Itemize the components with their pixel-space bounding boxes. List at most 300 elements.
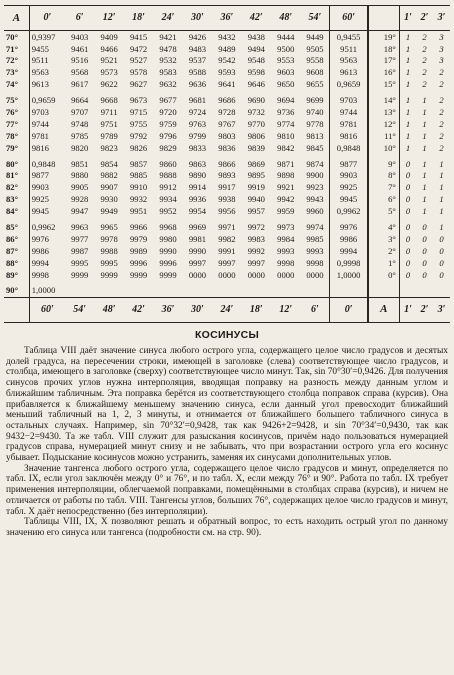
table-cell: 9748 xyxy=(71,118,89,129)
table-cell: 9998 xyxy=(306,257,324,268)
complement-degree-label: 8° xyxy=(368,170,400,182)
column-header: 3′ xyxy=(433,6,450,31)
correction-cell: 2 xyxy=(439,79,444,90)
correction-cell: 2 xyxy=(439,106,444,117)
table-cell: 9995 xyxy=(100,257,118,268)
table-cell: 9583 xyxy=(159,67,177,78)
table-cell: 9938 xyxy=(218,194,236,205)
complement-degree-label: 18° xyxy=(368,43,400,55)
table-row xyxy=(4,67,450,79)
table-cell: 9789 xyxy=(100,130,118,141)
table-cell: 9971 xyxy=(218,222,236,232)
table-cell: 9959 xyxy=(277,206,295,217)
table-cell: 9664 xyxy=(71,95,89,106)
column-header: 12′ xyxy=(271,297,300,322)
table-cell: 9627 xyxy=(129,79,148,90)
table-cell: 9603 xyxy=(277,67,295,78)
table-row xyxy=(4,43,450,55)
table-cell: 9990 xyxy=(159,245,177,256)
degree-label: 71° xyxy=(6,43,19,54)
correction-cell: 1 xyxy=(399,67,416,79)
sine-table xyxy=(4,5,450,323)
table-cell: 9770 xyxy=(247,118,265,129)
table-cell: 9432 xyxy=(218,31,236,42)
table-cell xyxy=(94,285,123,297)
table-cell: 9928 xyxy=(71,194,89,205)
table-row xyxy=(4,142,450,154)
table-cell: 9986 xyxy=(29,245,65,257)
table-cell: 9478 xyxy=(159,43,177,54)
table-cell: 9940 xyxy=(247,194,265,205)
table-cell: 0000 xyxy=(247,269,265,280)
correction-cell: 3 xyxy=(439,43,444,54)
complement-degree-label: 17° xyxy=(368,55,400,67)
table-cell: 9686 xyxy=(218,95,236,106)
table-cell: 9993 xyxy=(306,245,324,256)
table-cell: 9715 xyxy=(129,106,148,117)
table-row xyxy=(4,221,450,233)
correction-cell: 1 xyxy=(422,130,427,141)
complement-degree-label: 5° xyxy=(368,205,400,217)
correction-cell: 1 xyxy=(422,206,427,217)
table-cell: 9820 xyxy=(71,142,89,153)
table-cell: 9690 xyxy=(247,95,265,106)
paragraph: Таблицы VIII, IX, X позволяют решать и обратный вопрос, то есть находить острый угол по данному значению его синуса или тангенса (подробности см. на стр. 90). xyxy=(6,517,448,538)
table-cell: 9999 xyxy=(159,269,177,280)
degree-label: 84° xyxy=(6,206,19,217)
correction-cell: 2 xyxy=(439,95,444,106)
table-cell: 9880 xyxy=(71,170,89,181)
table-row xyxy=(4,130,450,142)
table-cell: 9921 xyxy=(277,182,295,193)
correction-cell: 0 xyxy=(422,269,427,280)
correction-cell: 2 xyxy=(439,142,444,153)
table-cell: 9984 xyxy=(277,233,295,244)
table-cell: 9972 xyxy=(247,222,265,232)
table-row xyxy=(4,94,450,106)
column-header: 60′ xyxy=(330,6,368,31)
table-cell: 9833 xyxy=(188,142,207,153)
section-title: КОСИНУСЫ xyxy=(194,329,260,341)
table-cell: 9711 xyxy=(100,106,118,117)
correction-cell: 0 xyxy=(399,257,416,269)
table-row xyxy=(4,170,450,182)
table-cell: 9998 xyxy=(29,269,65,281)
correction-cell: 0 xyxy=(422,233,427,244)
table-cell: 9759 xyxy=(159,118,177,129)
table-cell: 9785 xyxy=(71,130,89,141)
column-header: 2′ xyxy=(416,6,433,31)
complement-degree-label: 1° xyxy=(368,257,400,269)
table-cell: 9806 xyxy=(247,130,265,141)
table-cell: 9636 xyxy=(188,79,207,90)
table-header-row xyxy=(4,6,450,31)
correction-cell: 2 xyxy=(422,79,427,90)
table-cell: 9898 xyxy=(277,170,295,181)
table-cell: 9923 xyxy=(306,182,324,193)
table-cell: 9999 xyxy=(100,269,118,280)
correction-cell: 1 xyxy=(399,106,416,118)
correction-cell: 0 xyxy=(422,222,427,232)
table-cell: 9461 xyxy=(71,43,89,54)
table-cell: 1,0000 xyxy=(330,269,368,281)
table-cell: 9890 xyxy=(188,170,207,181)
table-cell: 9990 xyxy=(188,245,207,256)
complement-degree-label: 9° xyxy=(368,158,400,170)
table-row xyxy=(4,182,450,194)
table-cell: 9781 xyxy=(330,118,368,130)
table-cell: 9979 xyxy=(129,233,148,244)
table-cell: 9857 xyxy=(129,158,148,169)
table-footer-row xyxy=(4,297,450,322)
table-cell xyxy=(124,285,153,297)
table-cell: 9842 xyxy=(277,142,295,153)
table-cell: 9893 xyxy=(218,170,236,181)
table-cell: 9444 xyxy=(277,31,295,42)
complement-degree-label: 14° xyxy=(368,94,400,106)
table-cell: 9778 xyxy=(306,118,324,129)
table-cell: 0000 xyxy=(277,269,295,280)
table-row xyxy=(4,233,450,245)
column-header: 30′ xyxy=(183,6,212,31)
paragraph: Таблица VIII даёт значение синуса любого острого угла, содержащего целое число градусов и десятых долей градуса, на пересечении строки, имеющей в заголовке (слева) соответствующее число градусов, и столбца, имеющего в заголовке (сверху) соответствующее число минут. Так, sin 70°30′=0,9426. Для получения синусов прочих углов нужна интерполяция, вводящая поправку на разность между данным углом и ближайшим табличным. Эта поправка берётся из соответствующего столбца поправок справа (курсив). Она прибавляется к ближайшему меньшему значению синуса, если данный угол превосходит ближайший меньший табличный на 1, 2, 3 минуты, и отнимается от ближайшего большего табличного синуса в остальных случаях. Например, sin 70°32′=0,9428, так как 9426+2=9428, и sin 70°34′=0,9430, так как 9432−2=9430. Та же табл. VIII служит для разыскания косинусов, причём надо пользоваться нумерацией градусов справа, нумерацией минут снизу и не забывать, что при возрастании острого угла его косинус убывает. Подыскание косинусов можно устранить, заменяя их синусами дополнительных углов. xyxy=(6,346,448,464)
table-cell: 9403 xyxy=(71,31,89,42)
table-cell: 9803 xyxy=(218,130,236,141)
table-cell: 9999 xyxy=(129,269,148,280)
table-cell: 9914 xyxy=(188,182,207,193)
table-cell: 9994 xyxy=(330,245,368,257)
table-cell: 9987 xyxy=(71,245,89,256)
table-cell: 9973 xyxy=(277,222,295,232)
complement-degree-label xyxy=(368,285,400,297)
degree-label: 75° xyxy=(6,95,19,106)
complement-degree-label: 2° xyxy=(368,245,400,257)
table-cell: 9998 xyxy=(277,257,295,268)
correction-cell: 1 xyxy=(399,142,416,154)
table-cell: 9863 xyxy=(188,158,207,169)
table-cell: 9949 xyxy=(100,206,118,217)
table-cell: 9956 xyxy=(218,206,236,217)
column-header: 12′ xyxy=(94,6,123,31)
table-cell: 9593 xyxy=(218,67,236,78)
correction-cell: 1 xyxy=(399,79,416,91)
table-cell: 9703 xyxy=(330,94,368,106)
table-cell: 0000 xyxy=(218,269,236,280)
table-cell: 9537 xyxy=(188,55,207,66)
column-header: 1′ xyxy=(399,297,416,322)
table-cell: 9829 xyxy=(159,142,177,153)
table-cell: 0,9962 xyxy=(330,205,368,217)
correction-cell: 1 xyxy=(439,170,444,181)
table-cell: 9912 xyxy=(159,182,177,193)
table-cell: 9895 xyxy=(247,170,265,181)
table-cell: 1,0000 xyxy=(29,285,65,297)
table-cell: 9763 xyxy=(188,118,207,129)
table-cell: 9996 xyxy=(159,257,177,268)
table-cell: 9500 xyxy=(277,43,295,54)
table-cell: 9703 xyxy=(29,106,65,118)
column-header: 6′ xyxy=(65,6,94,31)
table-cell: 9673 xyxy=(129,95,148,106)
explanation-text xyxy=(6,346,448,539)
degree-label: 77° xyxy=(6,118,19,129)
degree-label: 70° xyxy=(6,31,19,42)
table-cell: 9963 xyxy=(71,222,89,232)
table-cell: 9917 xyxy=(218,182,236,193)
table-cell: 9736 xyxy=(277,106,295,117)
table-cell: 9925 xyxy=(330,182,368,194)
table-cell: 9681 xyxy=(188,95,207,106)
table-cell xyxy=(242,285,271,297)
table-cell: 9646 xyxy=(247,79,265,90)
table-cell: 9598 xyxy=(247,67,265,78)
column-header: 60′ xyxy=(29,297,65,322)
correction-cell: 0 xyxy=(399,170,416,182)
table-cell: 0000 xyxy=(306,269,324,280)
table-cell: 9724 xyxy=(188,106,207,117)
table-row xyxy=(4,106,450,118)
table-cell: 9900 xyxy=(306,170,324,181)
correction-cell: 0 xyxy=(399,158,416,170)
table-row xyxy=(4,285,450,297)
column-header: 2′ xyxy=(416,297,433,322)
table-cell: 9851 xyxy=(71,158,89,169)
table-cell: 9505 xyxy=(306,43,324,54)
table-cell: 9910 xyxy=(129,182,148,193)
table-cell: 9613 xyxy=(330,67,368,79)
correction-cell: 2 xyxy=(439,67,444,78)
table-cell: 9905 xyxy=(71,182,89,193)
table-cell: 9994 xyxy=(29,257,65,269)
table-cell: 9943 xyxy=(306,194,324,205)
table-cell: 9622 xyxy=(100,79,118,90)
table-cell: 9997 xyxy=(218,257,236,268)
table-cell: 9826 xyxy=(129,142,148,153)
degree-label: 87° xyxy=(6,245,19,256)
correction-cell: 1 xyxy=(422,142,427,153)
table-cell: 9966 xyxy=(129,222,148,232)
table-cell: 9694 xyxy=(277,95,295,106)
table-cell: 9521 xyxy=(100,55,118,66)
complement-degree-label: 6° xyxy=(368,194,400,206)
table-cell: 9796 xyxy=(159,130,177,141)
table-cell: 9934 xyxy=(159,194,177,205)
column-header: 18′ xyxy=(124,6,153,31)
correction-cell: 2 xyxy=(422,43,427,54)
table-cell xyxy=(300,285,329,297)
table-cell: 9945 xyxy=(330,194,368,206)
complement-degree-label: 3° xyxy=(368,233,400,245)
table-cell: 9699 xyxy=(306,95,324,106)
table-cell: 0,9659 xyxy=(330,79,368,91)
correction-cell: 1 xyxy=(422,158,427,169)
table-row xyxy=(4,205,450,217)
correction-cell: 2 xyxy=(422,31,427,42)
correction-cell: 0 xyxy=(439,233,444,244)
table-cell: 9438 xyxy=(247,31,265,42)
correction-cell: 1 xyxy=(439,206,444,217)
complement-degree-label: 0° xyxy=(368,269,400,281)
table-cell: 9845 xyxy=(306,142,324,153)
correction-cell: 0 xyxy=(439,257,444,268)
table-cell: 9877 xyxy=(29,170,65,182)
correction-cell: 0 xyxy=(422,257,427,268)
correction-cell: 1 xyxy=(439,222,444,232)
correction-cell: 2 xyxy=(439,130,444,141)
correction-cell: 1 xyxy=(422,118,427,129)
degree-label: 72° xyxy=(6,55,19,66)
table-cell: 9483 xyxy=(188,43,207,54)
table-cell: 9563 xyxy=(330,55,368,67)
degree-label: 90° xyxy=(6,285,19,296)
column-header: 1′ xyxy=(399,6,416,31)
table-cell xyxy=(330,285,368,297)
column-header: 6′ xyxy=(300,297,329,322)
correction-cell: 0 xyxy=(399,182,416,194)
table-cell: 9573 xyxy=(100,67,118,78)
paragraph: Значение тангенса любого острого угла, содержащего целое число градусов и минут, определяется по табл. IX, если угол заключён между 0° и 76°, и по табл. X, если между 76° и 90°. Работа по табл. IX требует применения интерполяции, облегчаемой поправками, помещёнными в столбцах справа (курсив), и ничем не отличается от работы по табл. VIII. Тангенсы углов, больших 76°, содержащих целое число градусов и минут, табл. X даёт непосредственно (без интерполяции). xyxy=(6,463,448,517)
table-cell: 9866 xyxy=(218,158,236,169)
table-cell: 9744 xyxy=(29,118,65,130)
correction-cell xyxy=(399,285,416,297)
table-cell: 9409 xyxy=(100,31,118,42)
table-cell: 9874 xyxy=(306,158,324,169)
table-cell: 9980 xyxy=(159,233,177,244)
table-cell: 9991 xyxy=(218,245,236,256)
complement-degree-label: 19° xyxy=(368,31,400,43)
column-header: 36′ xyxy=(153,297,182,322)
column-header xyxy=(4,297,29,322)
correction-cell: 0 xyxy=(422,245,427,256)
table-cell: 0,9848 xyxy=(330,142,368,154)
table-cell: 9449 xyxy=(306,31,324,42)
table-cell: 9936 xyxy=(188,194,207,205)
degree-label: 73° xyxy=(6,67,19,78)
table-cell: 9860 xyxy=(159,158,177,169)
table-cell: 9816 xyxy=(29,142,65,154)
table-cell: 0,9848 xyxy=(29,158,65,170)
table-cell: 9563 xyxy=(29,67,65,79)
table-cell: 9668 xyxy=(100,95,118,106)
table-row xyxy=(4,31,450,43)
correction-cell: 1 xyxy=(399,43,416,55)
table-cell: 9617 xyxy=(71,79,89,90)
table-cell: 9415 xyxy=(129,31,148,42)
column-header: 48′ xyxy=(271,6,300,31)
table-cell: 9489 xyxy=(218,43,236,54)
correction-cell xyxy=(433,285,450,297)
table-cell: 9945 xyxy=(29,205,65,217)
correction-cell: 0 xyxy=(439,245,444,256)
table-cell: 9974 xyxy=(306,222,324,232)
table-cell: 9885 xyxy=(129,170,148,181)
table-row xyxy=(4,245,450,257)
column-header: A xyxy=(368,297,400,322)
table-cell: 9744 xyxy=(330,106,368,118)
correction-cell: 2 xyxy=(422,67,427,78)
table-cell: 9426 xyxy=(188,31,207,42)
degree-label: 74° xyxy=(6,79,19,90)
column-header: 48′ xyxy=(94,297,123,322)
correction-cell: 3 xyxy=(439,55,444,66)
correction-cell: 1 xyxy=(399,118,416,130)
correction-cell: 2 xyxy=(422,55,427,66)
table-cell: 9951 xyxy=(129,206,148,217)
correction-cell: 0 xyxy=(399,194,416,206)
table-cell: 9810 xyxy=(277,130,295,141)
column-header: 24′ xyxy=(212,297,241,322)
table-cell: 9995 xyxy=(71,257,89,268)
table-cell: 9641 xyxy=(218,79,236,90)
complement-degree-label: 13° xyxy=(368,106,400,118)
table-row xyxy=(4,158,450,170)
table-cell: 9816 xyxy=(330,130,368,142)
degree-label: 89° xyxy=(6,269,19,280)
table-cell: 0000 xyxy=(188,269,207,280)
table-cell: 9516 xyxy=(71,55,89,66)
degree-label: 88° xyxy=(6,257,19,268)
table-row xyxy=(4,118,450,130)
table-cell: 9983 xyxy=(247,233,265,244)
table-cell: 9755 xyxy=(129,118,148,129)
correction-cell: 1 xyxy=(439,158,444,169)
table-cell: 9854 xyxy=(100,158,118,169)
table-cell: 9969 xyxy=(188,222,207,232)
column-header: 54′ xyxy=(65,297,94,322)
column-header xyxy=(368,6,400,31)
table-cell: 9732 xyxy=(247,106,265,117)
table-cell: 9548 xyxy=(247,55,265,66)
correction-cell: 1 xyxy=(439,182,444,193)
table-cell: 9751 xyxy=(100,118,118,129)
correction-cell: 1 xyxy=(399,130,416,142)
column-header: A xyxy=(4,6,29,31)
degree-label: 86° xyxy=(6,233,19,244)
degree-label: 76° xyxy=(6,106,19,117)
table-cell: 9455 xyxy=(29,43,65,55)
table-cell: 9952 xyxy=(159,206,177,217)
correction-cell: 1 xyxy=(422,194,427,205)
table-cell: 9527 xyxy=(129,55,148,66)
complement-degree-label: 11° xyxy=(368,130,400,142)
table-cell: 9988 xyxy=(100,245,118,256)
table-cell: 9532 xyxy=(159,55,177,66)
table-cell: 9947 xyxy=(71,206,89,217)
table-cell: 9650 xyxy=(277,79,295,90)
table-cell: 9882 xyxy=(100,170,118,181)
table-row xyxy=(4,257,450,269)
table-cell xyxy=(271,285,300,297)
table-cell xyxy=(183,285,212,297)
table-cell: 9774 xyxy=(277,118,295,129)
table-cell: 9997 xyxy=(247,257,265,268)
degree-label: 85° xyxy=(6,222,19,232)
table-cell: 9925 xyxy=(29,194,65,206)
table-cell: 9578 xyxy=(129,67,148,78)
correction-cell: 1 xyxy=(439,194,444,205)
table-cell: 9888 xyxy=(159,170,177,181)
table-cell: 9558 xyxy=(306,55,324,66)
table-cell: 9977 xyxy=(71,233,89,244)
column-header: 30′ xyxy=(183,297,212,322)
degree-label: 81° xyxy=(6,170,19,181)
column-header: 18′ xyxy=(242,297,271,322)
degree-label: 78° xyxy=(6,130,19,141)
table-cell: 9823 xyxy=(100,142,118,153)
correction-cell: 1 xyxy=(399,94,416,106)
column-header: 0′ xyxy=(330,297,368,322)
table-cell: 0,9659 xyxy=(29,94,65,106)
